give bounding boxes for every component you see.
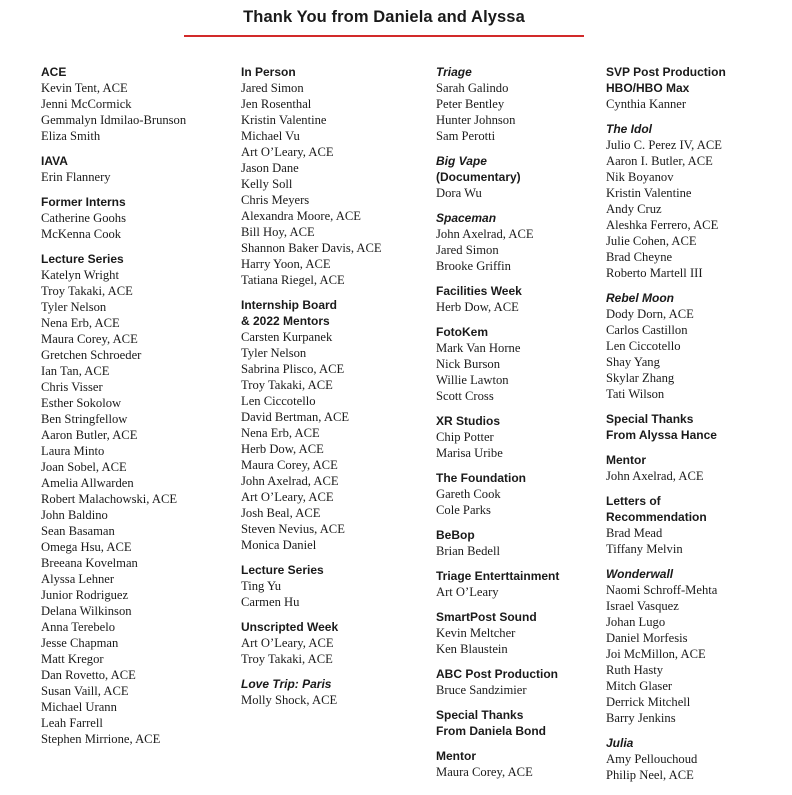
section-heading: Love Trip: Paris <box>241 677 332 691</box>
page-title: Thank You from Daniela and Alyssa <box>243 8 525 26</box>
credit-name: Gemmalyn Idmilao-Brunson <box>41 113 187 127</box>
credit-name: Nena Erb, ACE <box>41 316 120 330</box>
credit-name: Derrick Mitchell <box>606 695 691 709</box>
section-heading: SmartPost Sound <box>436 610 537 624</box>
section-heading: Rebel Moon <box>606 291 674 305</box>
credit-name: Joan Sobel, ACE <box>41 460 127 474</box>
credit-section <box>436 283 602 315</box>
credit-name: Troy Takaki, ACE <box>241 378 333 392</box>
section-heading: Recommendation <box>606 510 707 524</box>
credit-name: Jesse Chapman <box>41 636 119 650</box>
credit-section <box>436 64 602 144</box>
credit-section <box>606 493 786 557</box>
credit-name: Dody Dorn, ACE <box>606 307 694 321</box>
section-heading: Wonderwall <box>606 567 674 581</box>
credit-name: Joi McMillon, ACE <box>606 647 706 661</box>
credit-name: Eliza Smith <box>41 129 101 143</box>
credit-name: Tati Wilson <box>606 387 665 401</box>
credit-name: Molly Shock, ACE <box>241 693 338 707</box>
credit-name: Josh Beal, ACE <box>241 506 321 520</box>
credit-name: Kristin Valentine <box>241 113 327 127</box>
credit-section <box>241 619 427 667</box>
section-heading: From Daniela Bond <box>436 724 547 738</box>
credit-section <box>606 452 786 484</box>
credit-name: Troy Takaki, ACE <box>41 284 133 298</box>
credit-name: Tyler Nelson <box>41 300 107 314</box>
credit-name: Dan Rovetto, ACE <box>41 668 136 682</box>
credit-name: Shay Yang <box>606 355 660 369</box>
section-heading: The Foundation <box>436 471 526 485</box>
credit-name: McKenna Cook <box>41 227 122 241</box>
credit-name: Brooke Griffin <box>436 259 511 273</box>
section-heading: Lecture Series <box>241 563 324 577</box>
credit-name: Ian Tan, ACE <box>41 364 110 378</box>
credit-section <box>606 735 786 783</box>
credit-section <box>41 251 231 747</box>
section-heading: Mentor <box>436 749 476 763</box>
credit-name: Mark Van Horne <box>436 341 521 355</box>
credit-name: Jared Simon <box>436 243 499 257</box>
credit-name: Jen Rosenthal <box>241 97 312 111</box>
credit-name: Delana Wilkinson <box>41 604 132 618</box>
credit-name: John Axelrad, ACE <box>241 474 339 488</box>
section-heading: XR Studios <box>436 414 501 428</box>
credit-section <box>41 194 231 242</box>
section-heading: (Documentary) <box>436 170 521 184</box>
credit-name: Amy Pellouchoud <box>606 752 698 766</box>
credit-section <box>606 290 786 402</box>
section-heading: & 2022 Mentors <box>241 314 330 328</box>
credit-name: Peter Bentley <box>436 97 505 111</box>
credit-section <box>606 64 786 112</box>
credit-name: Roberto Martell III <box>606 266 703 280</box>
credit-name: Len Ciccotello <box>241 394 316 408</box>
credit-name: Laura Minto <box>41 444 105 458</box>
credit-name: Herb Dow, ACE <box>436 300 519 314</box>
credit-section <box>436 210 602 274</box>
credit-name: Katelyn Wright <box>41 268 119 282</box>
credit-name: Carmen Hu <box>241 595 300 609</box>
credit-name: David Bertman, ACE <box>241 410 350 424</box>
section-heading: Big Vape <box>436 154 487 168</box>
credit-name: John Axelrad, ACE <box>606 469 704 483</box>
credit-name: Chris Visser <box>41 380 103 394</box>
credit-name: Sabrina Plisco, ACE <box>241 362 345 376</box>
credit-name: Dora Wu <box>436 186 482 200</box>
credit-name: Matt Kregor <box>41 652 104 666</box>
credit-name: Carlos Castillon <box>606 323 688 337</box>
credit-name: Jenni McCormick <box>41 97 132 111</box>
credit-name: Steven Nevius, ACE <box>241 522 345 536</box>
credit-name: Israel Vasquez <box>606 599 679 613</box>
credit-name: Maura Corey, ACE <box>241 458 338 472</box>
credit-name: Marisa Uribe <box>436 446 503 460</box>
credit-name: Ken Blaustein <box>436 642 508 656</box>
credit-name: Robert Malachowski, ACE <box>41 492 178 506</box>
credit-name: Sean Basaman <box>41 524 115 538</box>
credit-name: Ben Stringfellow <box>41 412 128 426</box>
section-heading: Facilities Week <box>436 284 522 298</box>
credit-section <box>436 413 602 461</box>
column-4 <box>606 64 786 792</box>
credit-name: Aaron Butler, ACE <box>41 428 138 442</box>
section-heading: Triage <box>436 65 472 79</box>
credit-name: Barry Jenkins <box>606 711 676 725</box>
credit-name: Chip Potter <box>436 430 494 444</box>
credit-name: Scott Cross <box>436 389 494 403</box>
credit-name: Nena Erb, ACE <box>241 426 320 440</box>
credit-name: Kelly Soll <box>241 177 293 191</box>
credit-name: Anna Terebelo <box>41 620 116 634</box>
credit-name: Carsten Kurpanek <box>241 330 333 344</box>
credit-name: Cynthia Kanner <box>606 97 687 111</box>
column-2 <box>241 64 427 717</box>
credit-name: Maura Corey, ACE <box>41 332 138 346</box>
credit-name: Brad Mead <box>606 526 663 540</box>
credit-name: Kristin Valentine <box>606 186 692 200</box>
section-heading: Special Thanks <box>606 412 694 426</box>
credit-name: Gretchen Schroeder <box>41 348 142 362</box>
credit-name: Daniel Morfesis <box>606 631 688 645</box>
credit-section <box>241 676 427 708</box>
credit-name: Cole Parks <box>436 503 491 517</box>
credit-section <box>436 707 602 739</box>
credit-name: Jared Simon <box>241 81 304 95</box>
credit-name: Brad Cheyne <box>606 250 673 264</box>
credit-name: Sam Perotti <box>436 129 496 143</box>
section-heading: ACE <box>41 65 67 79</box>
credit-name: Tatiana Riegel, ACE <box>241 273 345 287</box>
credit-name: Art O’Leary, ACE <box>241 490 334 504</box>
section-heading: Unscripted Week <box>241 620 339 634</box>
credit-name: Brian Bedell <box>436 544 501 558</box>
section-heading: Internship Board <box>241 298 338 312</box>
credit-section <box>241 297 427 553</box>
section-heading: ABC Post Production <box>436 667 558 681</box>
credit-section <box>436 609 602 657</box>
credit-name: Julie Cohen, ACE <box>606 234 697 248</box>
section-heading: Julia <box>606 736 634 750</box>
credit-name: John Axelrad, ACE <box>436 227 534 241</box>
section-heading: FotoKem <box>436 325 488 339</box>
credit-section <box>41 64 231 144</box>
credit-name: Kevin Tent, ACE <box>41 81 128 95</box>
credit-name: Mitch Glaser <box>606 679 673 693</box>
credit-name: Julio C. Perez IV, ACE <box>606 138 722 152</box>
credit-section <box>436 153 602 201</box>
credit-name: Michael Vu <box>241 129 300 143</box>
credit-section <box>606 121 786 281</box>
credit-name: Catherine Goohs <box>41 211 126 225</box>
credit-name: Breeana Kovelman <box>41 556 138 570</box>
section-heading: The Idol <box>606 122 652 136</box>
section-heading: BeBop <box>436 528 475 542</box>
section-heading: In Person <box>241 65 296 79</box>
credit-section <box>606 411 786 443</box>
column-1 <box>41 64 231 756</box>
credit-name: Stephen Mirrione, ACE <box>41 732 161 746</box>
credit-name: Alexandra Moore, ACE <box>241 209 361 223</box>
credit-section <box>436 568 602 600</box>
credit-name: Tyler Nelson <box>241 346 307 360</box>
credit-name: Susan Vaill, ACE <box>41 684 129 698</box>
credit-section <box>41 153 231 185</box>
section-heading: Mentor <box>606 453 646 467</box>
section-heading: Lecture Series <box>41 252 124 266</box>
credit-name: Ruth Hasty <box>606 663 664 677</box>
credit-name: Art O’Leary, ACE <box>241 145 334 159</box>
credit-name: Aaron I. Butler, ACE <box>606 154 713 168</box>
credit-name: Alyssa Lehner <box>41 572 115 586</box>
credit-name: Bruce Sandzimier <box>436 683 527 697</box>
section-heading: Former Interns <box>41 195 126 209</box>
credit-section <box>606 566 786 726</box>
credit-name: Philip Neel, ACE <box>606 768 694 782</box>
credit-name: Andy Cruz <box>606 202 662 216</box>
credit-name: Gareth Cook <box>436 487 501 501</box>
section-heading: Letters of <box>606 494 661 508</box>
credit-section <box>241 562 427 610</box>
credit-name: Chris Meyers <box>241 193 310 207</box>
section-heading: IAVA <box>41 154 68 168</box>
credit-name: Jason Dane <box>241 161 299 175</box>
credit-name: Troy Takaki, ACE <box>241 652 333 666</box>
credit-name: Art O’Leary <box>436 585 499 599</box>
title-divider <box>184 35 584 37</box>
credit-name: Omega Hsu, ACE <box>41 540 132 554</box>
section-heading: Triage Enterttainment <box>436 569 560 583</box>
section-heading: Special Thanks <box>436 708 524 722</box>
credit-section <box>436 324 602 404</box>
credit-name: Johan Lugo <box>606 615 666 629</box>
credit-name: Naomi Schroff-Mehta <box>606 583 718 597</box>
credit-name: Erin Flannery <box>41 170 111 184</box>
credit-name: Skylar Zhang <box>606 371 675 385</box>
credit-name: Harry Yoon, ACE <box>241 257 331 271</box>
credit-name: Len Ciccotello <box>606 339 681 353</box>
credit-section <box>436 666 602 698</box>
column-3 <box>436 64 602 789</box>
credit-name: Willie Lawton <box>436 373 509 387</box>
credit-section <box>241 64 427 288</box>
credit-name: Amelia Allwarden <box>41 476 134 490</box>
credit-name: Bill Hoy, ACE <box>241 225 315 239</box>
credit-name: Nick Burson <box>436 357 501 371</box>
credit-name: Michael Urann <box>41 700 117 714</box>
credit-name: Aleshka Ferrero, ACE <box>606 218 719 232</box>
credit-name: Hunter Johnson <box>436 113 516 127</box>
credit-name: Tiffany Melvin <box>606 542 683 556</box>
credit-name: Art O’Leary, ACE <box>241 636 334 650</box>
credit-section <box>436 527 602 559</box>
section-heading: SVP Post Production <box>606 65 726 79</box>
credit-name: Nik Boyanov <box>606 170 674 184</box>
section-heading: Spaceman <box>436 211 497 225</box>
credit-name: Leah Farrell <box>41 716 103 730</box>
section-heading: HBO/HBO Max <box>606 81 690 95</box>
credit-name: Herb Dow, ACE <box>241 442 324 456</box>
credit-name: Maura Corey, ACE <box>436 765 533 779</box>
credit-name: Kevin Meltcher <box>436 626 516 640</box>
credit-name: Monica Daniel <box>241 538 317 552</box>
credit-section <box>436 748 602 780</box>
credit-name: John Baldino <box>41 508 108 522</box>
section-heading: From Alyssa Hance <box>606 428 717 442</box>
credit-name: Esther Sokolow <box>41 396 122 410</box>
credit-section <box>436 470 602 518</box>
credit-name: Shannon Baker Davis, ACE <box>241 241 382 255</box>
credit-name: Ting Yu <box>241 579 282 593</box>
credit-name: Junior Rodriguez <box>41 588 129 602</box>
credit-name: Sarah Galindo <box>436 81 509 95</box>
